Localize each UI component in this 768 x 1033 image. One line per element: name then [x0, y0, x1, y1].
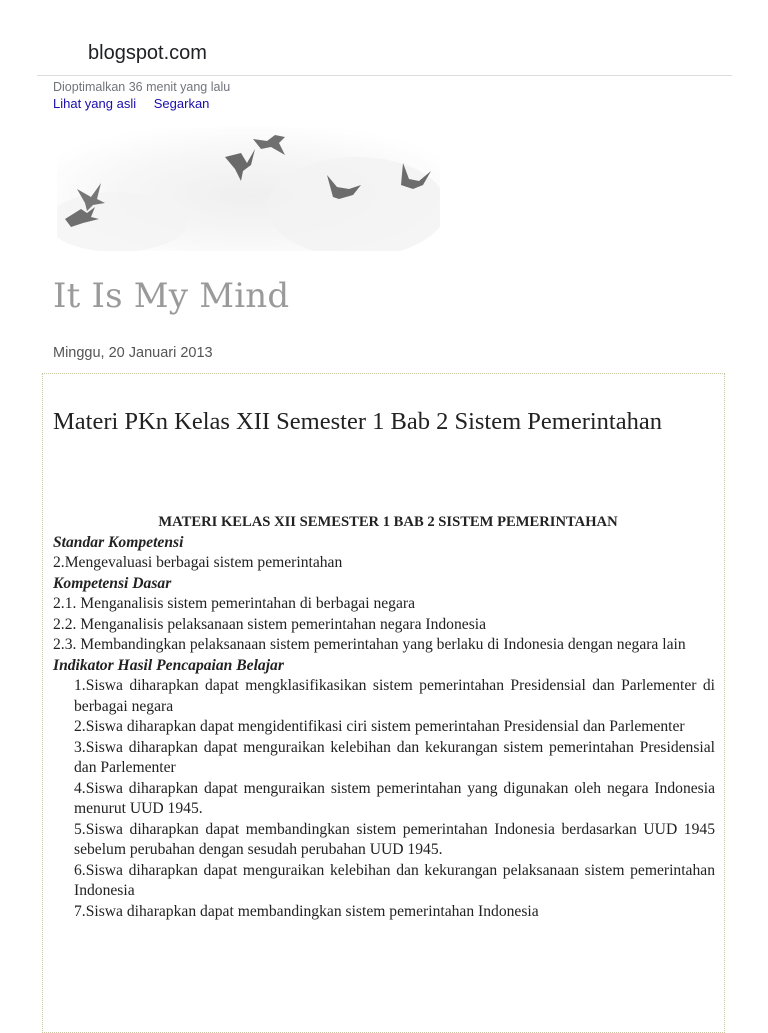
- list-item: 7.Siswa diharapkan dapat membandingkan sistem pemerintahan Indonesia: [74, 902, 539, 920]
- indikator-label: Indikator Hasil Pencapaian Belajar: [53, 656, 284, 674]
- header-birds-image: [57, 127, 440, 251]
- optimization-links: [53, 96, 223, 111]
- indikator-list: [53, 676, 715, 922]
- list-item: 4.Siswa diharapkan dapat menguraikan sistem pemerintahan yang digunakan oleh negara Indonesia menurut UUD 1945.: [74, 779, 715, 817]
- kompetensi-dasar-item: 2.2. Menganalisis pelaksanaan sistem pemerintahan negara Indonesia: [53, 615, 487, 633]
- standar-kompetensi-label: Standar Kompetensi: [53, 533, 184, 551]
- content-heading: MATERI KELAS XII SEMESTER 1 BAB 2 SISTEM PEMERINTAHAN: [158, 514, 618, 530]
- post-body: [53, 512, 715, 922]
- refresh-link[interactable]: Segarkan: [153, 96, 210, 111]
- list-item: 1.Siswa diharapkan dapat mengklasifikasikan sistem pemerintahan Presidensial dan Parlementer di berbagai negara: [74, 677, 715, 715]
- post-date: Minggu, 20 Januari 2013: [53, 345, 213, 361]
- blog-title[interactable]: It Is My Mind: [53, 276, 290, 316]
- list-item: 6.Siswa diharapkan dapat menguraikan kelebihan dan kekurangan pelaksanaan sistem pemerintahan Indonesia: [74, 861, 715, 899]
- divider: [37, 75, 732, 76]
- kompetensi-dasar-label: Kompetensi Dasar: [53, 574, 172, 592]
- optimization-info: Dioptimalkan 36 menit yang lalu: [53, 80, 231, 94]
- view-original-link[interactable]: Lihat yang asli: [53, 96, 137, 111]
- list-item: 3.Siswa diharapkan dapat menguraikan kelebihan dan kekurangan sistem pemerintahan Presidensial dan Parlementer: [74, 738, 715, 776]
- list-item: 2.Siswa diharapkan dapat mengidentifikasi ciri sistem pemerintahan Presidensial dan Parlementer: [74, 718, 685, 735]
- kompetensi-dasar-item: 2.1. Menganalisis sistem pemerintahan di berbagai negara: [53, 595, 416, 612]
- top-bar: [0, 0, 768, 76]
- standar-kompetensi-item: 2.Mengevaluasi berbagai sistem pemerintahan: [53, 554, 343, 571]
- site-domain[interactable]: blogspot.com: [88, 42, 207, 64]
- list-item: 5.Siswa diharapkan dapat membandingkan sistem pemerintahan Indonesia berdasarkan UUD 1945 sebelum perubahan dengan sesudah perubahan UUD 1945.: [74, 820, 715, 858]
- post-title[interactable]: Materi PKn Kelas XII Semester 1 Bab 2 Sistem Pemerintahan: [53, 408, 662, 435]
- kompetensi-dasar-item: 2.3. Membandingkan pelaksanaan sistem pemerintahan yang berlaku di Indonesia dengan negara lain: [53, 636, 686, 653]
